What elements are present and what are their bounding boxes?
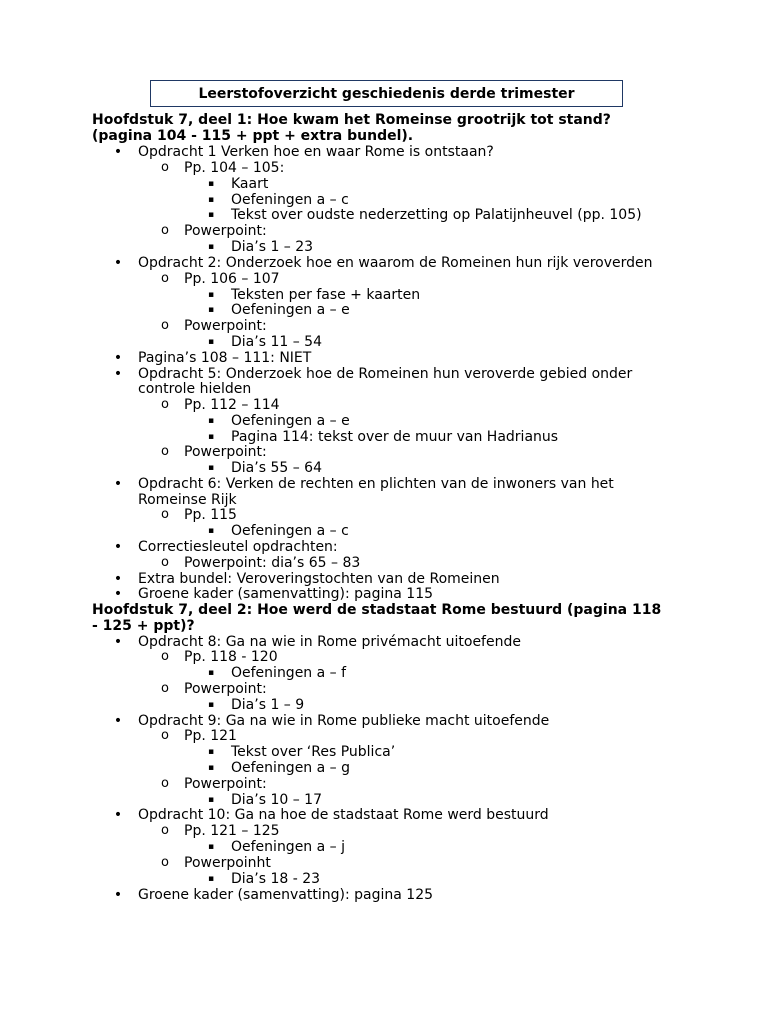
bullet-square-icon: ▪: [207, 874, 215, 884]
list-item-level-2: Powerpoint:: [184, 318, 267, 334]
list-item-level-3: Teksten per fase + kaarten: [231, 287, 421, 303]
list-item-level-1: Opdracht 6: Verken de rechten en plichten van de inwoners van het: [138, 476, 614, 492]
bullet-square-icon: ▪: [207, 842, 215, 852]
bullet-dot-icon: •: [113, 571, 123, 587]
list-item-level-2: Pp. 121: [184, 728, 237, 744]
list-item-level-2: Pp. 112 – 114: [184, 397, 280, 413]
bullet-square-icon: ▪: [207, 463, 215, 473]
list-item-level-2: Pp. 121 – 125: [184, 823, 280, 839]
bullet-square-icon: ▪: [207, 432, 215, 442]
list-item-level-1: controle hielden: [138, 381, 252, 397]
section-heading: (pagina 104 - 115 + ppt + extra bundel).: [92, 128, 414, 144]
list-item-level-2: Powerpoint:: [184, 223, 267, 239]
bullet-circle-icon: o: [161, 855, 169, 870]
bullet-circle-icon: o: [161, 444, 169, 459]
list-item-level-2: Powerpoint:: [184, 776, 267, 792]
bullet-circle-icon: o: [161, 728, 169, 743]
list-item-level-1: Groene kader (samenvatting): pagina 115: [138, 586, 434, 602]
document-title: Leerstofoverzicht geschiedenis derde trimester: [150, 80, 623, 107]
bullet-circle-icon: o: [161, 823, 169, 838]
list-item-level-1: Opdracht 2: Onderzoek hoe en waarom de Romeinen hun rijk veroverden: [138, 255, 653, 271]
bullet-square-icon: ▪: [207, 179, 215, 189]
list-item-level-3: Tekst over ‘Res Publica’: [231, 744, 396, 760]
list-item-level-3: Pagina 114: tekst over de muur van Hadrianus: [231, 429, 559, 445]
section-heading: Hoofdstuk 7, deel 1: Hoe kwam het Romeinse grootrijk tot stand?: [92, 112, 611, 128]
section-heading: - 125 + ppt)?: [92, 618, 195, 634]
bullet-square-icon: ▪: [207, 795, 215, 805]
bullet-circle-icon: o: [161, 555, 169, 570]
list-item-level-2: Powerpoinht: [184, 855, 271, 871]
list-item-level-2: Powerpoint:: [184, 444, 267, 460]
bullet-dot-icon: •: [113, 807, 123, 823]
bullet-circle-icon: o: [161, 776, 169, 791]
list-item-level-1: Opdracht 10: Ga na hoe de stadstaat Rome werd bestuurd: [138, 807, 549, 823]
bullet-dot-icon: •: [113, 586, 123, 602]
list-item-level-3: Kaart: [231, 176, 269, 192]
list-item-level-1: Pagina’s 108 – 111: NIET: [138, 350, 312, 366]
list-item-level-1: Opdracht 1 Verken hoe en waar Rome is ontstaan?: [138, 144, 494, 160]
bullet-dot-icon: •: [113, 366, 123, 382]
list-item-level-1: Correctiesleutel opdrachten:: [138, 539, 338, 555]
list-item-level-3: Oefeningen a – e: [231, 413, 350, 429]
list-item-level-1: Extra bundel: Veroveringstochten van de Romeinen: [138, 571, 500, 587]
bullet-circle-icon: o: [161, 223, 169, 238]
list-item-level-3: Dia’s 1 – 23: [231, 239, 314, 255]
bullet-dot-icon: •: [113, 713, 123, 729]
bullet-square-icon: ▪: [207, 747, 215, 757]
list-item-level-1: Opdracht 8: Ga na wie in Rome privémacht uitoefende: [138, 634, 521, 650]
bullet-circle-icon: o: [161, 649, 169, 664]
list-item-level-2: Powerpoint: dia’s 65 – 83: [184, 555, 361, 571]
list-item-level-3: Oefeningen a – c: [231, 192, 349, 208]
bullet-circle-icon: o: [161, 397, 169, 412]
bullet-square-icon: ▪: [207, 210, 215, 220]
bullet-dot-icon: •: [113, 539, 123, 555]
bullet-square-icon: ▪: [207, 668, 215, 678]
list-item-level-2: Pp. 115: [184, 507, 237, 523]
section-heading: Hoofdstuk 7, deel 2: Hoe werd de stadstaat Rome bestuurd (pagina 118: [92, 602, 662, 618]
list-item-level-2: Pp. 104 – 105:: [184, 160, 285, 176]
bullet-dot-icon: •: [113, 255, 123, 271]
bullet-square-icon: ▪: [207, 195, 215, 205]
list-item-level-3: Oefeningen a – e: [231, 302, 350, 318]
bullet-square-icon: ▪: [207, 416, 215, 426]
bullet-circle-icon: o: [161, 507, 169, 522]
bullet-circle-icon: o: [161, 681, 169, 696]
list-item-level-3: Dia’s 11 – 54: [231, 334, 322, 350]
bullet-dot-icon: •: [113, 144, 123, 160]
bullet-circle-icon: o: [161, 271, 169, 286]
bullet-square-icon: ▪: [207, 700, 215, 710]
list-item-level-1: Opdracht 5: Onderzoek hoe de Romeinen hun veroverde gebied onder: [138, 366, 633, 382]
bullet-square-icon: ▪: [207, 763, 215, 773]
bullet-dot-icon: •: [113, 350, 123, 366]
list-item-level-3: Dia’s 18 - 23: [231, 871, 321, 887]
list-item-level-3: Dia’s 10 – 17: [231, 792, 322, 808]
list-item-level-3: Oefeningen a – j: [231, 839, 346, 855]
list-item-level-3: Dia’s 1 – 9: [231, 697, 305, 713]
list-item-level-3: Oefeningen a – f: [231, 665, 347, 681]
bullet-circle-icon: o: [161, 318, 169, 333]
list-item-level-3: Dia’s 55 – 64: [231, 460, 322, 476]
list-item-level-1: Romeinse Rijk: [138, 492, 237, 508]
bullet-square-icon: ▪: [207, 305, 215, 315]
bullet-dot-icon: •: [113, 634, 123, 650]
list-item-level-1: Groene kader (samenvatting): pagina 125: [138, 887, 434, 903]
bullet-circle-icon: o: [161, 160, 169, 175]
bullet-square-icon: ▪: [207, 242, 215, 252]
bullet-square-icon: ▪: [207, 337, 215, 347]
bullet-square-icon: ▪: [207, 526, 215, 536]
bullet-dot-icon: •: [113, 887, 123, 903]
list-item-level-3: Tekst over oudste nederzetting op Palatijnheuvel (pp. 105): [231, 207, 642, 223]
bullet-dot-icon: •: [113, 476, 123, 492]
list-item-level-3: Oefeningen a – c: [231, 523, 349, 539]
bullet-square-icon: ▪: [207, 290, 215, 300]
list-item-level-3: Oefeningen a – g: [231, 760, 350, 776]
list-item-level-2: Powerpoint:: [184, 681, 267, 697]
list-item-level-2: Pp. 106 – 107: [184, 271, 280, 287]
list-item-level-1: Opdracht 9: Ga na wie in Rome publieke macht uitoefende: [138, 713, 550, 729]
list-item-level-2: Pp. 118 - 120: [184, 649, 278, 665]
